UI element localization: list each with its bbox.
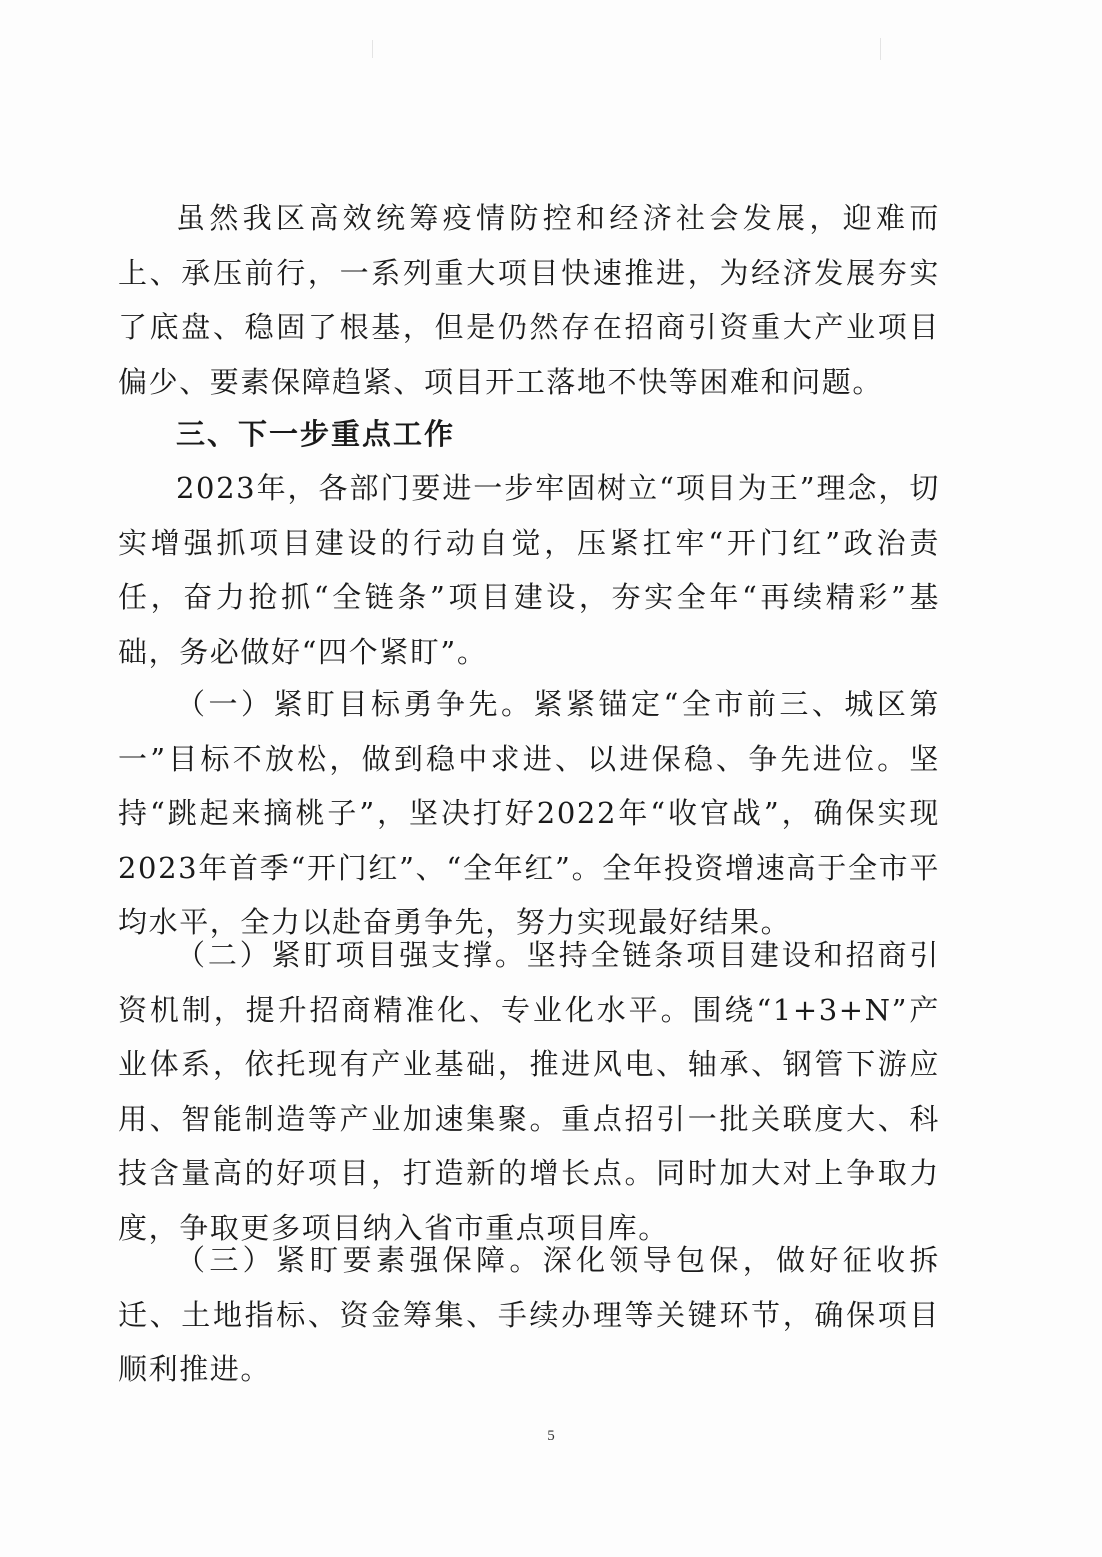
paragraph-item-3	[118, 1233, 940, 1397]
scan-fold-mark	[880, 38, 881, 60]
paragraph-text: （一）紧盯目标勇争先。紧紧锚定“全市前三、城区第一”目标不放松，做到稳中求进、以进保稳、争先进位。坚持“跳起来摘桃子”，坚决打好2022年“收官战”，确保实现2023年首季“开门红”、“全年红”。全年投资增速高于全市平均水平，全力以赴奋勇争先，努力实现最好结果。	[118, 687, 940, 939]
page-number: 5	[547, 1428, 555, 1444]
paragraph-summary	[118, 191, 940, 409]
paragraph-text: （二）紧盯项目强支撑。坚持全链条项目建设和招商引资机制，提升招商精准化、专业化水平。围绕“1+3+N”产业体系，依托现有产业基础，推进风电、轴承、钢管下游应用、智能制造等产业加速集聚。重点招引一批关联度大、科技含量高的好项目，打造新的增长点。同时加大对上争取力度，争取更多项目纳入省市重点项目库。	[118, 938, 940, 1245]
paragraph-text: 2023年，各部门要进一步牢固树立“项目为王”理念，切实增强抓项目建设的行动自觉，压紧扛牢“开门红”政治责任，奋力抢抓“全链条”项目建设，夯实全年“再续精彩”基础，务必做好“四个紧盯”。	[118, 471, 940, 669]
section-heading	[118, 407, 940, 462]
paragraph-item-2	[118, 928, 940, 1255]
paragraph-item-1	[118, 677, 940, 950]
paragraph-text: （三）紧盯要素强保障。深化领导包保，做好征收拆迁、土地指标、资金筹集、手续办理等关键环节，确保项目顺利推进。	[118, 1243, 940, 1386]
scan-fold-mark	[372, 40, 373, 58]
paragraph-intro	[118, 461, 940, 679]
paragraph-text: 虽然我区高效统筹疫情防控和经济社会发展，迎难而上、承压前行，一系列重大项目快速推进，为经济发展夯实了底盘、稳固了根基，但是仍然存在招商引资重大产业项目偏少、要素保障趋紧、项目开工落地不快等困难和问题。	[118, 201, 940, 399]
heading-text: 三、下一步重点工作	[176, 417, 456, 451]
